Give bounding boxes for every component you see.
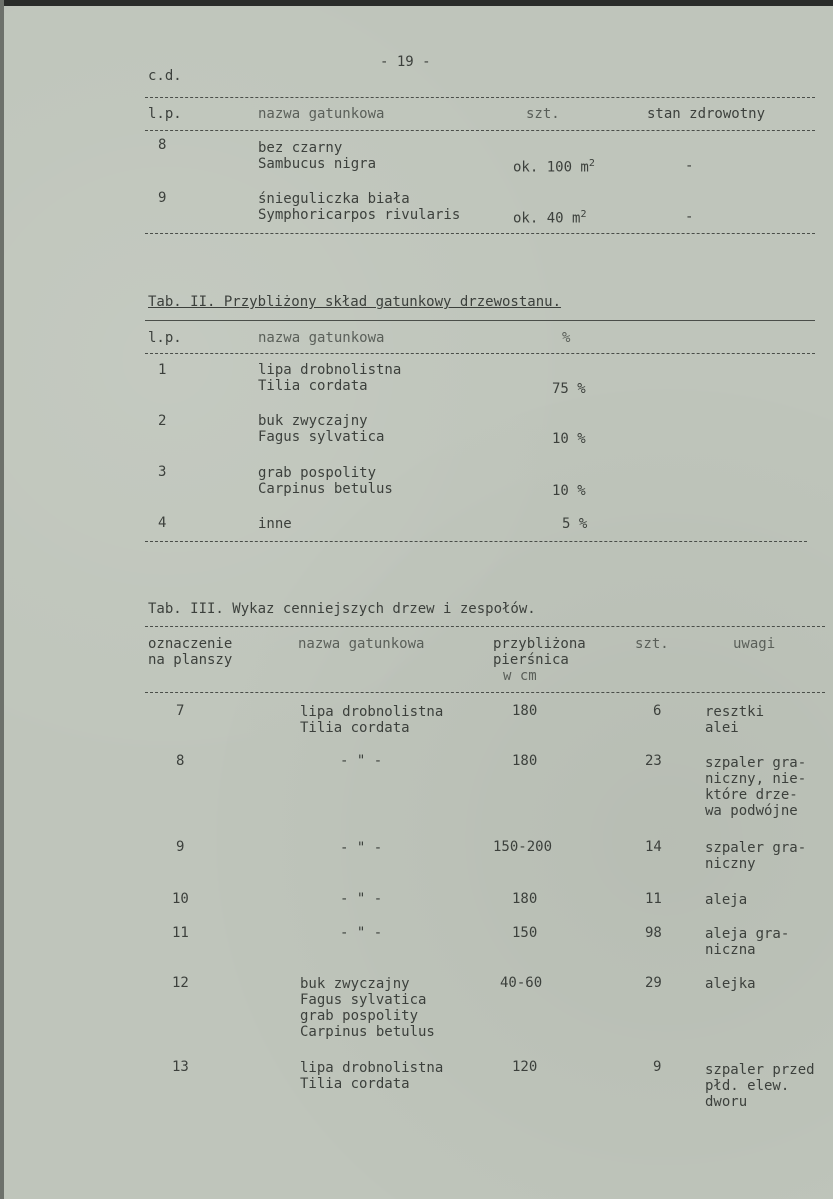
table3-row5-qty: 98 (645, 925, 662, 941)
table2-row2-lp: 2 (158, 413, 167, 429)
table1-row2-qty-sup: 2 (580, 209, 587, 220)
table1-row1-qty-sup: 2 (588, 158, 595, 169)
table3-row2-notes-4: wa podwójne (705, 803, 798, 819)
table3-row1-name-2: Tilia cordata (300, 720, 410, 736)
table1-row2-health: - (685, 209, 694, 225)
table3-header-mark-1: oznaczenie (148, 636, 233, 652)
table3-row5-notes-2: niczna (705, 942, 756, 958)
table1-header-rule (145, 130, 815, 131)
table2-row4-lp: 4 (158, 515, 167, 531)
table2-row4-name-pl: inne (258, 516, 292, 532)
table3-row3-mark: 9 (176, 839, 185, 855)
scan-left-edge (0, 0, 4, 1199)
table1-header-name: nazwa gatunkowa (258, 106, 385, 122)
table3-row7-notes-3: dworu (705, 1094, 748, 1110)
table2-title: Tab. II. Przybliżony skład gatunkowy drzewostanu. (148, 294, 562, 310)
table3-row5-dbh: 150 (512, 925, 538, 941)
table1-row2-qty: ok. 40 $m^2$ (513, 209, 587, 227)
table3-row5-notes-1: aleja gra- (705, 926, 790, 942)
table3-header-dbh-3: w cm (503, 668, 537, 684)
table2-top-rule (145, 320, 815, 321)
table3-row5-mark: 11 (172, 925, 189, 941)
table2-row3-pct: 10 % (552, 483, 586, 499)
table3-row1-notes-2: alei (705, 720, 739, 736)
table3-row1-mark: 7 (176, 703, 185, 719)
table2-row3-name-lat: Carpinus betulus (258, 481, 393, 497)
table3-row2-notes-1: szpaler gra- (705, 755, 807, 771)
table3-row1-qty: 6 (653, 703, 662, 719)
table2-header-lp: l.p. (148, 330, 182, 346)
table1-row2-name-pl: śnieguliczka biała (258, 191, 410, 207)
table3-row6-name-4: Carpinus betulus (300, 1024, 435, 1040)
table1-row1-name-pl: bez czarny (258, 140, 343, 156)
table2-row3-lp: 3 (158, 464, 167, 480)
table3-header-notes: uwagi (733, 636, 776, 652)
table1-row1-qty: ok. 100 $m^2$ (513, 158, 595, 176)
continuation-mark: c.d. (148, 68, 182, 84)
table2-row1-name-pl: lipa drobnolistna (258, 362, 402, 378)
table3-row7-notes-1: szpaler przed (705, 1062, 815, 1078)
table3-row6-name-2: Fagus sylvatica (300, 992, 427, 1008)
table1-header-qty: szt. (526, 106, 560, 122)
table1-row1-lp: 8 (158, 137, 167, 153)
table3-row3-notes-2: niczny (705, 856, 756, 872)
table1-row2-name-lat: Symphoricarpos rivularis (258, 207, 461, 223)
table3-header-dbh-2: pierśnica (493, 652, 569, 668)
table1-row2-lp: 9 (158, 190, 167, 206)
table3-row6-dbh: 40-60 (500, 975, 543, 991)
table3-row6-qty: 29 (645, 975, 662, 991)
table3-row2-notes-2: niczny, nie- (705, 771, 807, 787)
table3-top-rule (145, 626, 825, 627)
table3-row2-qty: 23 (645, 753, 662, 769)
table1-header-lp: l.p. (148, 106, 182, 122)
table3-row3-qty: 14 (645, 839, 662, 855)
table2-row4-pct: 5 % (562, 516, 588, 532)
table3-row2-dbh: 180 (512, 753, 538, 769)
table2-row2-name-lat: Fagus sylvatica (258, 429, 385, 445)
table3-row6-name-3: grab pospolity (300, 1008, 419, 1024)
table3-row3-name-1: - " - (340, 840, 383, 856)
table3-row4-qty: 11 (645, 891, 662, 907)
table3-row2-notes-3: które drze- (705, 787, 798, 803)
table3-row4-name-1: - " - (340, 891, 383, 907)
table3-row6-mark: 12 (172, 975, 189, 991)
table1-row1-name-lat: Sambucus nigra (258, 156, 377, 172)
table3-row3-dbh: 150-200 (493, 839, 553, 855)
page-number: - 19 - (380, 54, 431, 70)
table2-row2-pct: 10 % (552, 431, 586, 447)
table3-row1-name-1: lipa drobnolistna (300, 704, 444, 720)
table3-row1-notes-1: resztki (705, 704, 765, 720)
table2-bottom-rule (145, 541, 807, 542)
table2-header-pct: % (562, 330, 571, 346)
scan-top-edge (0, 0, 833, 6)
table2-row3-name-pl: grab pospolity (258, 465, 377, 481)
table3-row7-dbh: 120 (512, 1059, 538, 1075)
table3-row2-mark: 8 (176, 753, 185, 769)
table3-row1-dbh: 180 (512, 703, 538, 719)
table3-header-rule (145, 692, 825, 693)
table3-row7-qty: 9 (653, 1059, 662, 1075)
table3-row7-name-1: lipa drobnolistna (300, 1060, 444, 1076)
table3-row3-notes-1: szpaler gra- (705, 840, 807, 856)
table3-header-qty: szt. (635, 636, 669, 652)
table3-row7-name-2: Tilia cordata (300, 1076, 410, 1092)
table2-row1-pct: 75 % (552, 381, 586, 397)
table3-header-mark-2: na planszy (148, 652, 233, 668)
table1-top-rule (145, 97, 815, 98)
table3-header-name: nazwa gatunkowa (298, 636, 425, 652)
table3-row7-mark: 13 (172, 1059, 189, 1075)
table3-row4-mark: 10 (172, 891, 189, 907)
table3-row7-notes-2: płd. elew. (705, 1078, 790, 1094)
table2-row1-lp: 1 (158, 362, 167, 378)
table3-row4-notes-1: aleja (705, 892, 748, 908)
table3-row4-dbh: 180 (512, 891, 538, 907)
table3-row5-name-1: - " - (340, 925, 383, 941)
table2-header-name: nazwa gatunkowa (258, 330, 385, 346)
table2-row2-name-pl: buk zwyczajny (258, 413, 368, 429)
table3-header-dbh-1: przybliżona (493, 636, 586, 652)
table1-bottom-rule (145, 233, 815, 234)
table3-row2-name-1: - " - (340, 753, 383, 769)
table1-row1-health: - (685, 158, 694, 174)
table3-row6-name-1: buk zwyczajny (300, 976, 410, 992)
table1-header-health: stan zdrowotny (647, 106, 766, 122)
table2-header-rule (145, 353, 815, 354)
table3-title: Tab. III. Wykaz cenniejszych drzew i zespołów. (148, 601, 536, 617)
table3-row6-notes-1: alejka (705, 976, 756, 992)
table2-row1-name-lat: Tilia cordata (258, 378, 368, 394)
